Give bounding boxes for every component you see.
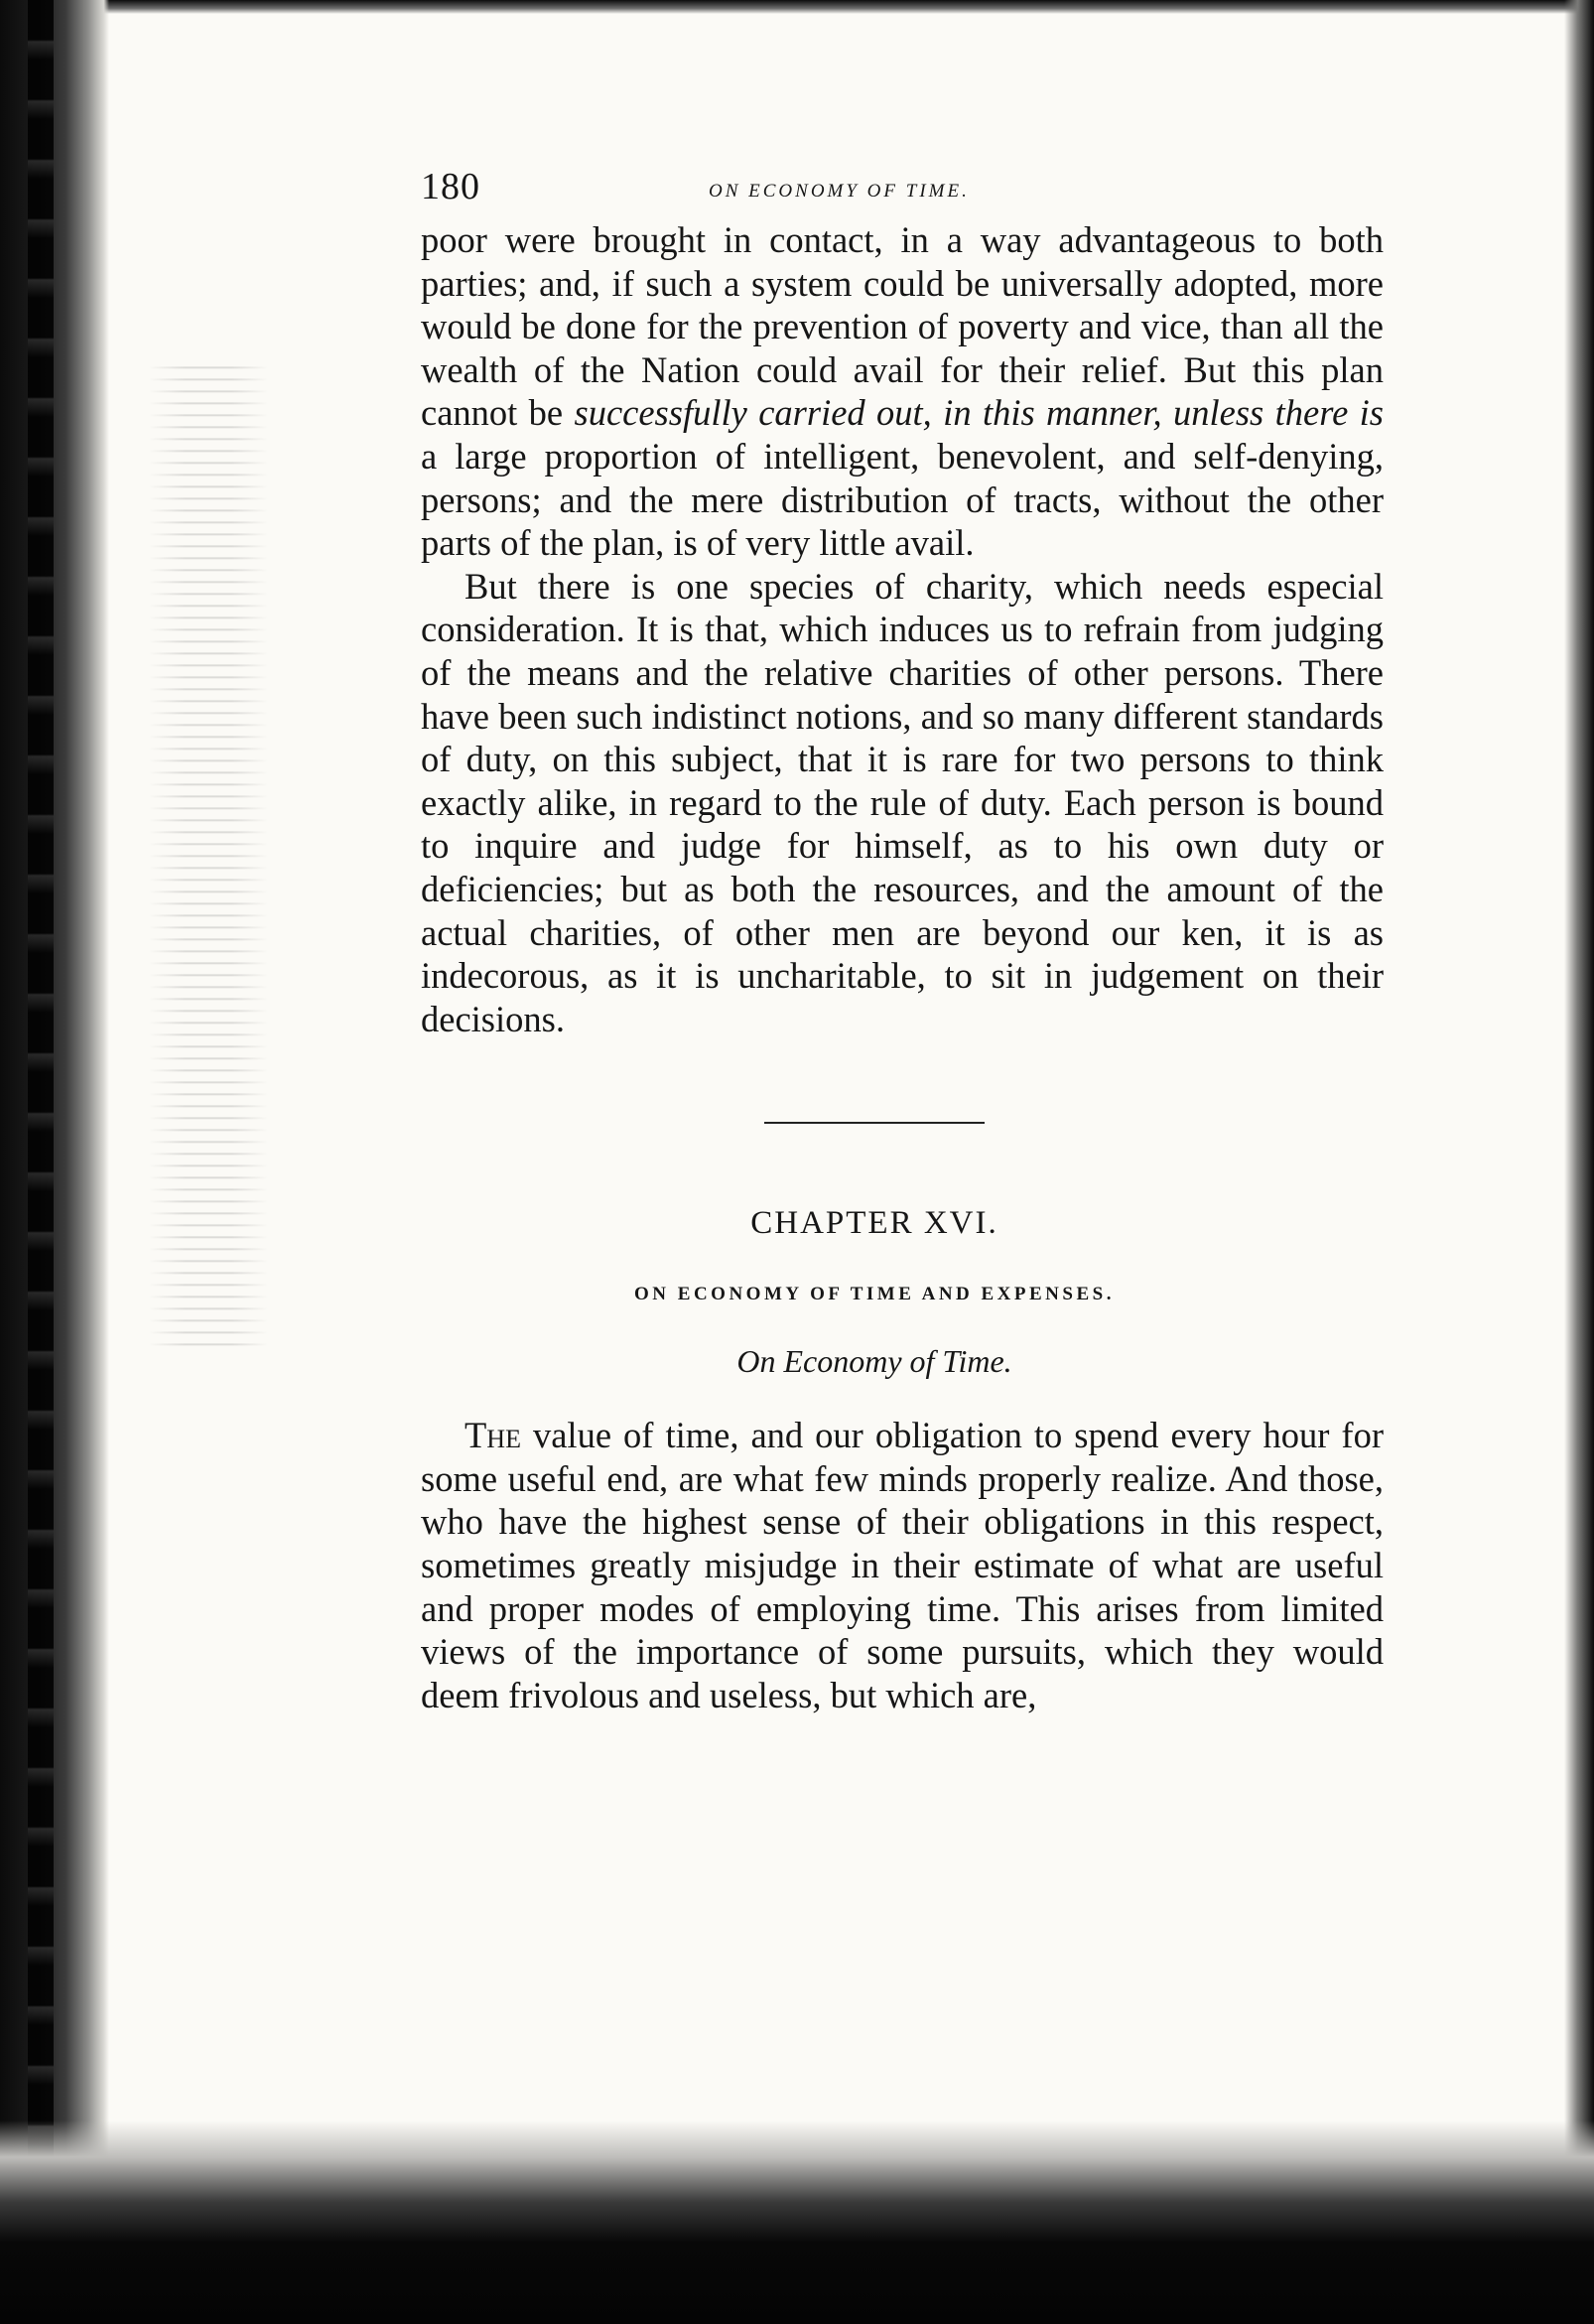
page-number: 180 [421,166,480,207]
paragraph-economy-of-time [421,1414,1384,1716]
paragraph-text: But there is one species of charity, which needs especial consideration. It is that, which induces us to refrain from judging of the means and the relative charities of other persons. There have been such indistinct notions, and so many different standards of duty, on this subject, that it is rare for two persons to think exactly alike, in regard to the rule of duty. Each person is bound to inquire and judge for himself, as to his own duty or deficiencies; but as both the resources, and the amount of the actual charities, of other men are beyond our ken, it is as indecorous, as it is uncharitable, to sit in judgement on their decisions. [421,565,1384,1039]
section-divider [764,1122,985,1124]
page-content [421,159,1384,1716]
paragraph-charity [421,565,1384,1041]
chapter-number: CHAPTER XVI. [750,1205,998,1242]
section-title: On Economy of Time. [736,1343,1012,1380]
paragraph-italic-text: successfully carried out, in this manner, unless there is [574,392,1384,434]
lead-word: The [465,1415,521,1456]
bleed-through-marks [149,357,268,1350]
chapter-title: ON ECONOMY OF TIME AND EXPENSES. [634,1284,1115,1305]
running-header [421,159,1384,218]
paragraph-continuation [421,218,1384,565]
paragraph-text: value of time, and our obligation to spend every hour for some useful end, are what few minds properly realize. And those, who have the highest sense of their obligations in this respect, sometimes greatly misjudge in their estimate of what are useful and proper modes of employing time. This arises from limited views of the importance of some pursuits, which they would deem frivolous and useless, but which are, [421,1415,1384,1715]
scan-right-edge [1564,0,1594,2324]
paragraph-text-end: a large proportion of intelligent, benevolent, and self-denying, persons; and the mere distribution of tracts, without the other parts of the plan, is of very little avail. [421,435,1384,564]
running-title: ON ECONOMY OF TIME. [709,181,970,202]
binding-streak [28,0,54,2324]
book-binding-shadow [0,0,109,2324]
scan-top-edge [0,0,1594,14]
scan-bottom-edge [0,2120,1594,2324]
paragraph-text: poor were brought in contact, in a way advantageous to both parties; and, if such a system could be universally adopted, more would be done for the prevention of poverty and vice, than all the wealth of the Nation could avail for their relief. But this plan cannot be [421,219,1384,434]
